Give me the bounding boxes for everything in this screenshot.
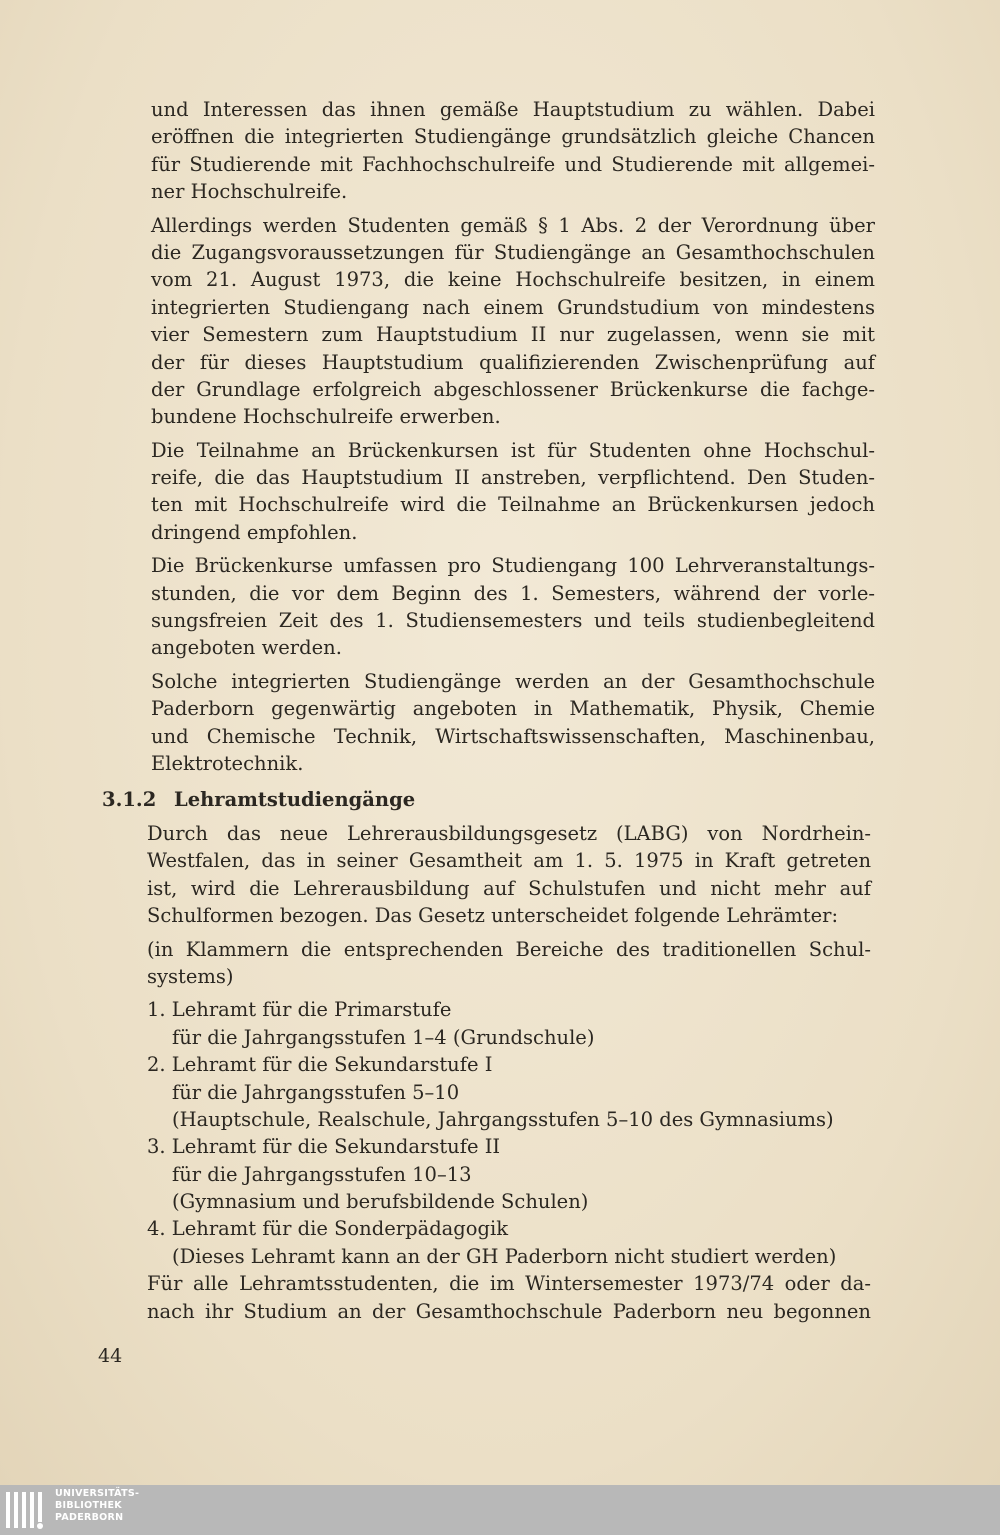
section-heading	[102, 786, 415, 813]
text-line: und Chemische Technik, Wirtschaftswissenschaften, Maschinenbau,	[151, 724, 875, 748]
text-line: ner Hochschulreife.	[151, 180, 348, 204]
text-line: und Interessen das ihnen gemäße Hauptstudium zu wählen. Dabei	[151, 98, 875, 121]
text-line: 3. Lehramt für die Sekundarstufe II	[147, 1135, 501, 1159]
section-number: 3.1.2	[102, 788, 157, 811]
text-line: stunden, die vor dem Beginn des 1. Semesters, während der vorle-	[151, 581, 875, 605]
text-line: Allerdings werden Studenten gemäß § 1 Abs. 2 der Verordnung über	[151, 213, 875, 237]
text-line: Schulformen bezogen. Das Gesetz unterscheidet folgende Lehrämter:	[147, 904, 839, 928]
body-text-section	[147, 820, 871, 1325]
text-line: integrierten Studiengang nach einem Grundstudium von mindestens	[151, 295, 875, 319]
lehramt-list	[147, 996, 871, 1270]
text-line: systems)	[147, 964, 234, 988]
text-line: eröffnen die integrierten Studiengänge grundsätzlich gleiche Chancen	[151, 125, 875, 149]
text-line: der Grundlage erfolgreich abgeschlossener Brückenkurse die fachge-	[151, 377, 875, 401]
text-line: 2. Lehramt für die Sekundarstufe I	[147, 1053, 493, 1077]
logo-line: UNIVERSITÄTS-	[55, 1488, 140, 1499]
text-line: vier Semestern zum Hauptstudium II nur zugelassen, wenn sie mit	[151, 323, 875, 347]
text-line: (Gymnasium und berufsbildende Schulen)	[172, 1190, 589, 1214]
page-number: 44	[98, 1345, 123, 1367]
paragraph	[151, 437, 875, 547]
text-line: die Zugangsvoraussetzungen für Studiengänge an Gesamthochschulen	[151, 240, 875, 264]
list-item	[147, 996, 871, 1051]
text-line: für die Jahrgangsstufen 5–10	[172, 1080, 460, 1104]
paragraph	[151, 668, 875, 778]
logo-line: PADERBORN	[55, 1512, 124, 1523]
text-line: 1. Lehramt für die Primarstufe	[147, 998, 452, 1022]
text-line: für die Jahrgangsstufen 1–4 (Grundschule)	[172, 1025, 595, 1049]
library-logo-text	[55, 1488, 139, 1524]
text-line: Paderborn gegenwärtig angeboten in Mathematik, Physik, Chemie	[151, 697, 875, 721]
section-title: Lehramtstudiengänge	[174, 788, 416, 811]
text-line: ist, wird die Lehrerausbildung auf Schulstufen und nicht mehr auf	[147, 876, 871, 900]
paragraph	[147, 820, 871, 930]
text-line: Die Teilnahme an Brückenkursen ist für Studenten ohne Hochschul-	[151, 438, 875, 462]
text-line: Westfalen, das in seiner Gesamtheit am 1. 5. 1975 in Kraft getreten	[147, 849, 871, 873]
paragraph	[147, 1270, 871, 1325]
text-line: angeboten werden.	[151, 636, 342, 660]
paragraph	[147, 936, 871, 991]
text-line: (Dieses Lehramt kann an der GH Paderborn nicht studiert werden)	[172, 1244, 837, 1268]
text-line: 4. Lehramt für die Sonderpädagogik	[147, 1217, 509, 1241]
list-item	[147, 1051, 871, 1133]
library-logo-icon	[4, 1489, 50, 1531]
paragraph	[151, 212, 875, 431]
text-line: vom 21. August 1973, die keine Hochschulreife besitzen, in einem	[151, 268, 875, 292]
logo-line: BIBLIOTHEK	[55, 1500, 122, 1511]
text-line: dringend empfohlen.	[151, 520, 358, 544]
text-line: nach ihr Studium an der Gesamthochschule Paderborn neu begonnen	[147, 1299, 871, 1323]
paragraph	[151, 96, 875, 206]
list-item	[147, 1215, 871, 1270]
text-line: ten mit Hochschulreife wird die Teilnahme an Brückenkursen jedoch	[151, 493, 875, 517]
text-line: Für alle Lehramtsstudenten, die im Wintersemester 1973/74 oder da-	[147, 1272, 871, 1296]
text-line: Durch das neue Lehrerausbildungsgesetz (LABG) von Nordrhein-	[147, 822, 871, 845]
body-text-top	[151, 96, 875, 783]
text-line: der für dieses Hauptstudium qualifizierenden Zwischenprüfung auf	[151, 350, 875, 374]
text-line: für Studierende mit Fachhochschulreife und Studierende mit allgemei-	[151, 152, 875, 176]
text-line: Elektrotechnik.	[151, 751, 304, 775]
text-line: reife, die das Hauptstudium II anstreben, verpflichtend. Den Studen-	[151, 466, 875, 490]
text-line: Solche integrierten Studiengänge werden an der Gesamthochschule	[151, 669, 875, 693]
text-line: bundene Hochschulreife erwerben.	[151, 405, 501, 429]
text-line: (in Klammern die entsprechenden Bereiche des traditionellen Schul-	[147, 937, 871, 961]
text-line: sungsfreien Zeit des 1. Studiensemesters und teils studienbegleitend	[151, 609, 875, 633]
text-line: (Hauptschule, Realschule, Jahrgangsstufen 5–10 des Gymnasiums)	[172, 1107, 834, 1131]
library-footer	[0, 1485, 1000, 1535]
text-line: für die Jahrgangsstufen 10–13	[172, 1162, 472, 1186]
paragraph	[151, 552, 875, 662]
text-line: Die Brückenkurse umfassen pro Studiengang 100 Lehrveranstaltungs-	[151, 554, 875, 578]
list-item	[147, 1133, 871, 1215]
